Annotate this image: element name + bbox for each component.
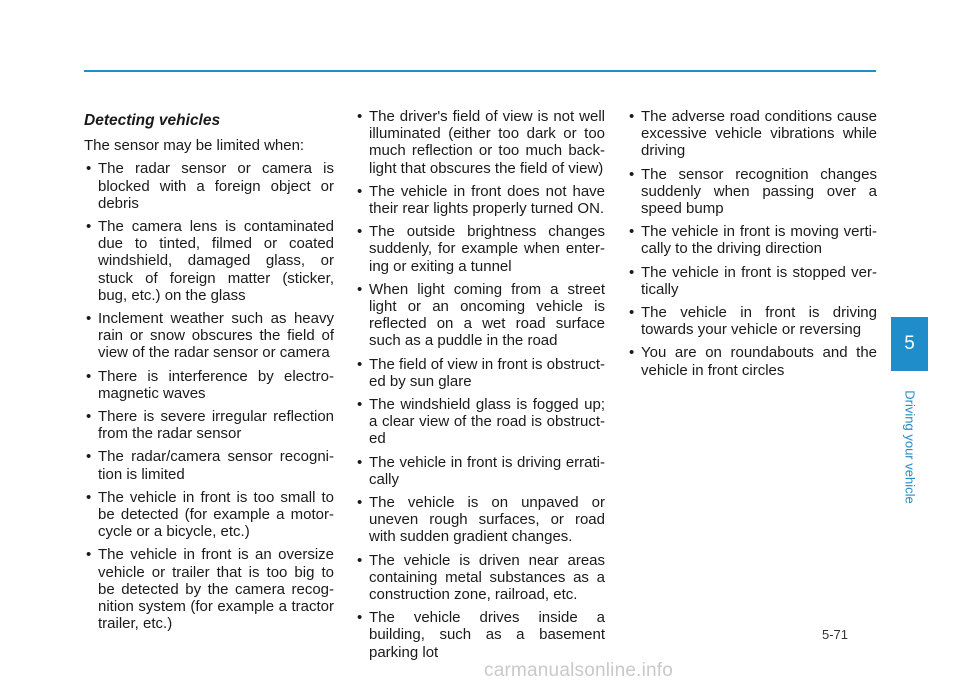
bullet-item: • The field of view in front is obstruct-ed by sun glare [355,356,605,390]
bullet-item: • The vehicle drives inside a building, such as a basement parking lot [355,609,605,661]
bullet-item: • The camera lens is contaminated due to tinted, filmed or coated windshield, damaged glass, or stuck of foreign matter (sticker, bug, etc.) on the glass [84,218,334,304]
bullet-item: • The vehicle is on unpaved or uneven rough surfaces, or road with sudden gradient changes. [355,494,605,546]
bullet-item: • The vehicle in front is driving errati-cally [355,454,605,488]
intro-text: The sensor may be limited when: [84,137,305,155]
bullet-item: • There is interference by electro-magnetic waves [84,368,334,402]
bullet-list-3 [627,108,877,379]
page-number: 5-71 [822,627,849,642]
bullet-item: • Inclement weather such as heavy rain or snow obscures the field of view of the radar sensor or camera [84,310,334,362]
bullet-item: • The sensor recognition changes suddenly when passing over a speed bump [627,166,877,218]
bullet-item: • The vehicle is driven near areas containing metal substances as a construction zone, railroad, etc. [355,552,605,604]
chapter-tab [891,317,928,371]
bullet-item: • The windshield glass is fogged up; a clear view of the road is obstruct-ed [355,396,605,448]
bullet-item: • There is severe irregular reflection from the radar sensor [84,408,334,442]
bullet-item: • You are on roundabouts and the vehicle in front circles [627,344,877,378]
bullet-item: • The outside brightness changes suddenly, for example when enter-ing or exiting a tunnel [355,223,605,275]
chapter-side-label [902,392,918,502]
bullet-item: • The vehicle in front is too small to be detected (for example a motor-cycle or a bicycle, etc.) [84,489,334,541]
column-1 [84,108,334,638]
bullet-item: • The vehicle in front is stopped ver-tically [627,264,877,298]
bullet-item: • The vehicle in front is driving towards your vehicle or reversing [627,304,877,338]
bullet-item: • The vehicle in front does not have their rear lights properly turned ON. [355,183,605,217]
column-3 [627,108,877,385]
bullet-list-1 [84,160,334,632]
bullet-list-2 [355,108,605,661]
chapter-title: Driving your vehicle [902,390,918,504]
bullet-item: • The radar/camera sensor recogni-tion is limited [84,448,334,482]
bullet-item: • When light coming from a street light or an oncoming vehicle is reflected on a wet road surface such as a puddle in the road [355,281,605,350]
watermark: carmanualsonline.info [484,660,674,681]
bullet-item: • The vehicle in front is an oversize vehicle or trailer that is too big to be detected by the camera recog-nition system (for example a tractor trailer, etc.) [84,546,334,632]
section-heading: Detecting vehicles [84,112,221,129]
chapter-number: 5 [904,333,915,354]
bullet-item: • The radar sensor or camera is blocked with a foreign object or debris [84,160,334,212]
bullet-item: • The vehicle in front is moving verti-cally to the driving direction [627,223,877,257]
bullet-item: • The driver's field of view is not well illuminated (either too dark or too much reflection or too much back-light that obscures the field of view) [355,108,605,177]
column-2 [355,108,605,667]
top-divider [84,70,876,72]
bullet-item: • The adverse road conditions cause excessive vehicle vibrations while driving [627,108,877,160]
